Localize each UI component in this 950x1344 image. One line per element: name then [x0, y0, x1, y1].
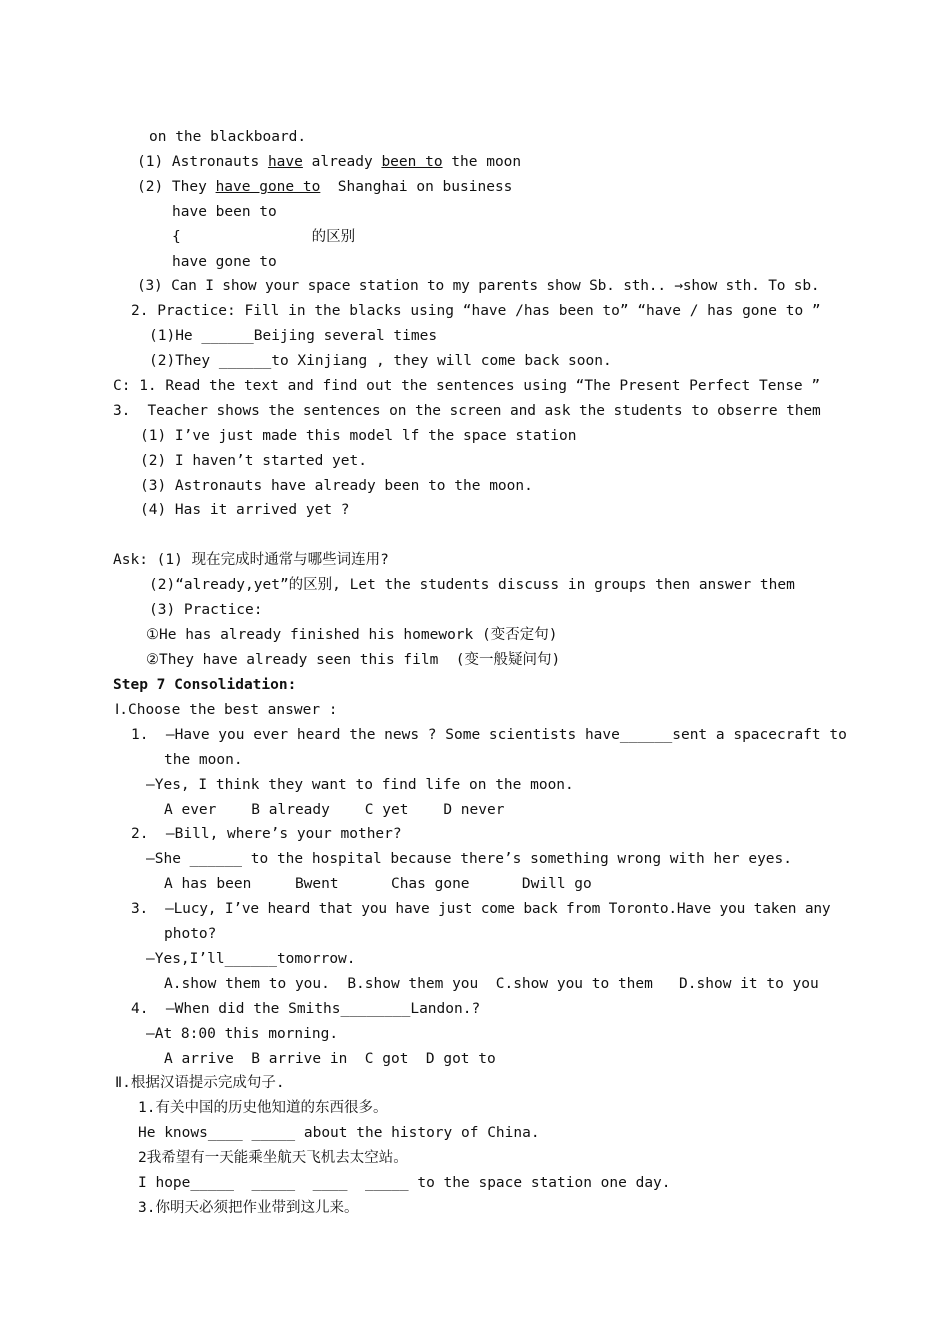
- text-line: (3) Can I show your space station to my parents show Sb. sth.. →show sth. To sb.: [137, 278, 820, 294]
- section-heading: Ⅱ.根据汉语提示完成句子.: [115, 1075, 285, 1091]
- text-line: —At 8:00 this morning.: [146, 1026, 339, 1042]
- text-line: (3) Practice:: [149, 602, 263, 618]
- text-line: ②They have already seen this film (变一般疑问句): [146, 652, 561, 668]
- text-line: Ⅰ.Choose the best answer :: [115, 702, 338, 718]
- text-line: —Yes,I’ll______tomorrow.: [146, 951, 356, 967]
- underlined-text: have gone to: [215, 179, 321, 195]
- text-line: I hope_____ _____ ____ _____ to the space station one day.: [138, 1175, 671, 1191]
- answer-options: A.show them to you. B.show them you C.show you to them D.show it to you: [164, 976, 819, 992]
- text-line: (3) Astronauts have already been to the moon.: [140, 478, 533, 494]
- text-line: —She ______ to the hospital because there’s something wrong with her eyes.: [146, 851, 793, 867]
- text-span: the moon: [442, 154, 522, 170]
- text-line: (1) I’ve just made this model lf the space station: [140, 428, 577, 444]
- question-item: 1. —Have you ever heard the news ? Some scientists have______sent a spacecraft to: [131, 727, 847, 743]
- section-heading: Step 7 Consolidation:: [113, 677, 297, 693]
- text-line: C: 1. Read the text and find out the sentences using “The Present Perfect Tense ”: [113, 378, 821, 394]
- text-line: (1)He ______Beijing several times: [149, 328, 438, 344]
- text-line: He knows____ _____ about the history of China.: [138, 1125, 540, 1141]
- text-line: 3.你明天必须把作业带到这儿来。: [138, 1200, 359, 1216]
- text-line: ①He has already finished his homework (变否定句): [146, 627, 558, 643]
- question-item: 3. —Lucy, I’ve heard that you have just come back from Toronto.Have you taken any: [131, 901, 831, 917]
- text-line: 3. Teacher shows the sentences on the screen and ask the students to obserre them: [113, 403, 821, 419]
- text-line: Ask: (1) 现在完成时通常与哪些词连用?: [113, 552, 389, 568]
- text-line: { 的区别: [172, 229, 356, 245]
- text-line: 1.有关中国的历史他知道的东西很多。: [138, 1100, 388, 1116]
- question-item: 4. —When did the Smiths________Landon.?: [131, 1001, 481, 1017]
- text-line: (2) I haven’t started yet.: [140, 453, 367, 469]
- underlined-text: been to: [381, 154, 443, 170]
- text-span: (1) Astronauts: [137, 154, 268, 170]
- answer-options: A has been Bwent Chas gone Dwill go: [164, 876, 592, 892]
- text-span: already: [302, 154, 382, 170]
- text-line: [137, 177, 512, 197]
- text-span: (2) They: [137, 179, 216, 195]
- text-line: the moon.: [164, 752, 243, 768]
- answer-options: A arrive B arrive in C got D got to: [164, 1051, 496, 1067]
- text-line: have been to: [172, 204, 277, 220]
- text-line: [137, 152, 521, 172]
- text-line: —Yes, I think they want to find life on the moon.: [146, 777, 574, 793]
- text-line: (2)They ______to Xinjiang , they will come back soon.: [149, 353, 612, 369]
- answer-options: A ever B already C yet D never: [164, 802, 505, 818]
- text-line: (2)“already,yet”的区别, Let the students discuss in groups then answer them: [149, 577, 795, 593]
- text-line: 2我希望有一天能乘坐航天飞机去太空站。: [138, 1150, 408, 1166]
- text-line: have gone to: [172, 254, 277, 270]
- text-span: Shanghai on business: [320, 179, 513, 195]
- question-item: 2. —Bill, where’s your mother?: [131, 826, 402, 842]
- underlined-text: have: [267, 154, 303, 170]
- text-line: photo?: [164, 926, 217, 942]
- text-line: on the blackboard.: [149, 129, 307, 145]
- text-line: 2. Practice: Fill in the blacks using “have /has been to” “have / has gone to ”: [131, 303, 821, 319]
- text-line: (4) Has it arrived yet ?: [140, 502, 350, 518]
